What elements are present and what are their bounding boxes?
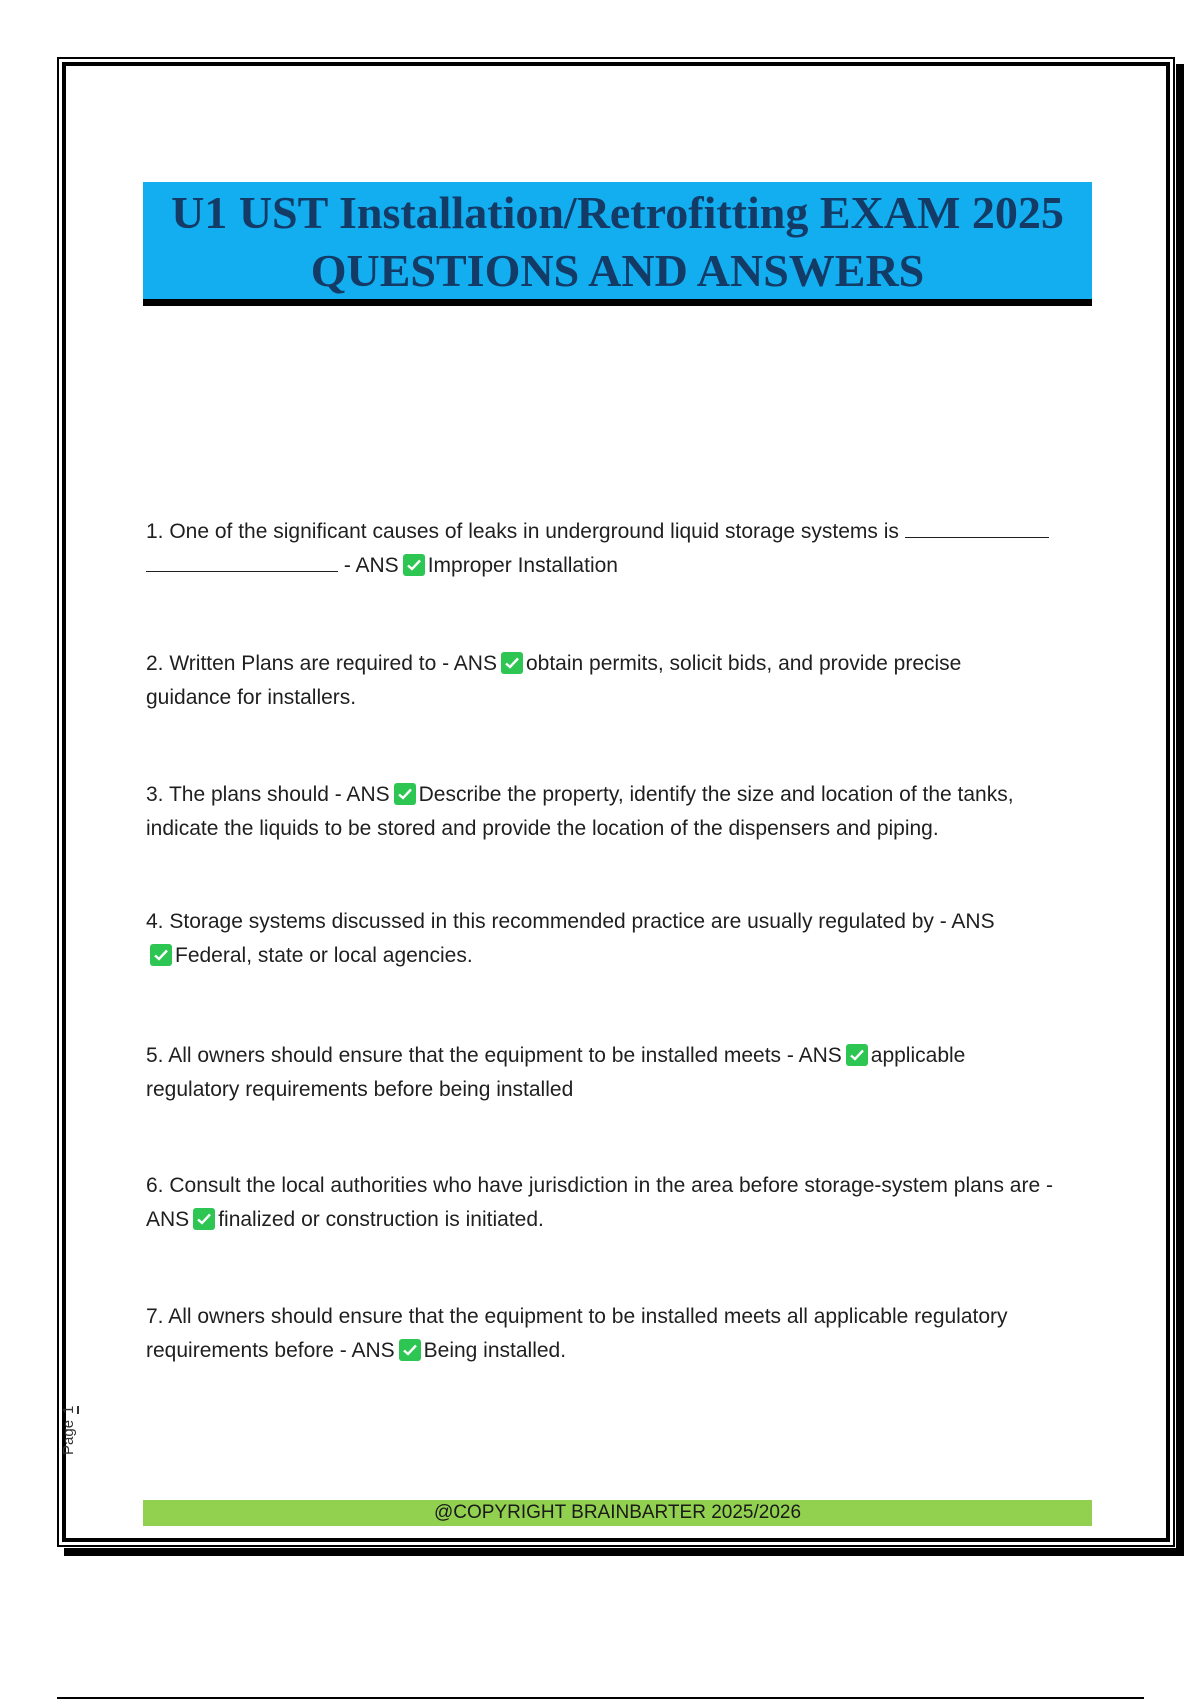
check-mark-icon <box>403 554 425 576</box>
check-mark-icon <box>193 1208 215 1230</box>
question-text: 2. Written Plans are required to <box>146 652 437 675</box>
answer-text: obtain permits, solicit bids, and provide precise guidance for installers. <box>146 652 962 709</box>
qa-item-4 <box>146 905 1006 973</box>
bottom-divider <box>57 1697 1144 1699</box>
title-line-2: QUESTIONS AND ANSWERS <box>310 245 925 296</box>
answer-blank <box>905 519 1049 538</box>
answer-text: Improper Installation <box>427 554 618 577</box>
copyright-footer: @COPYRIGHT BRAINBARTER 2025/2026 <box>143 1500 1092 1526</box>
question-text: 5. All owners should ensure that the equipment to be installed meets <box>146 1044 782 1067</box>
answer-text: applicable regulatory requirements before being installed <box>146 1044 966 1101</box>
answer-blank <box>146 553 338 572</box>
page-label-text: Page <box>60 1419 77 1455</box>
question-text: 1. One of the significant causes of leaks in underground liquid storage systems is <box>146 520 899 543</box>
answer-text: Describe the property, identify the size and location of the tanks, indicate the liquids to be stored and provide the location of the dispensers and piping. <box>146 783 1014 840</box>
check-mark-icon <box>501 652 523 674</box>
answer-marker: - ANS <box>442 652 497 675</box>
answer-marker: - ANS <box>786 1044 842 1067</box>
qa-item-3 <box>146 778 1086 846</box>
check-mark-icon <box>846 1044 868 1066</box>
question-text: 3. The plans should <box>146 783 329 806</box>
check-mark-icon <box>399 1339 421 1361</box>
answer-marker: - ANS <box>146 1174 1053 1231</box>
answer-marker: - ANS <box>334 783 390 806</box>
qa-item-6 <box>146 1169 1086 1237</box>
check-mark-icon <box>394 783 416 805</box>
question-text: 7. All owners should ensure that the equipment to be installed meets all applicable regulatory requirements before <box>146 1305 1008 1362</box>
answer-marker: - ANS <box>343 554 399 577</box>
question-text: 4. Storage systems discussed in this recommended practice are usually regulated by - <box>146 910 947 933</box>
title-line-1: U1 UST Installation/Retrofitting EXAM 2025 <box>171 187 1064 238</box>
qa-item-7 <box>146 1300 1086 1368</box>
answer-marker: ANS <box>951 910 995 933</box>
page-number: 1 <box>60 1405 77 1414</box>
document-title <box>143 182 1092 306</box>
qa-item-5 <box>146 1039 1046 1107</box>
answer-text: Being installed. <box>423 1339 567 1362</box>
qa-item-1 <box>146 515 1086 583</box>
qa-item-2 <box>146 647 1036 715</box>
question-text: 6. Consult the local authorities who have jurisdiction in the area before storage-system plans are <box>146 1174 1041 1197</box>
answer-marker: - ANS <box>339 1339 395 1362</box>
page-number-label <box>60 1405 110 1455</box>
answer-text: finalized or construction is initiated. <box>218 1208 544 1231</box>
answer-text: Federal, state or local agencies. <box>175 944 473 967</box>
check-mark-icon <box>150 944 172 966</box>
